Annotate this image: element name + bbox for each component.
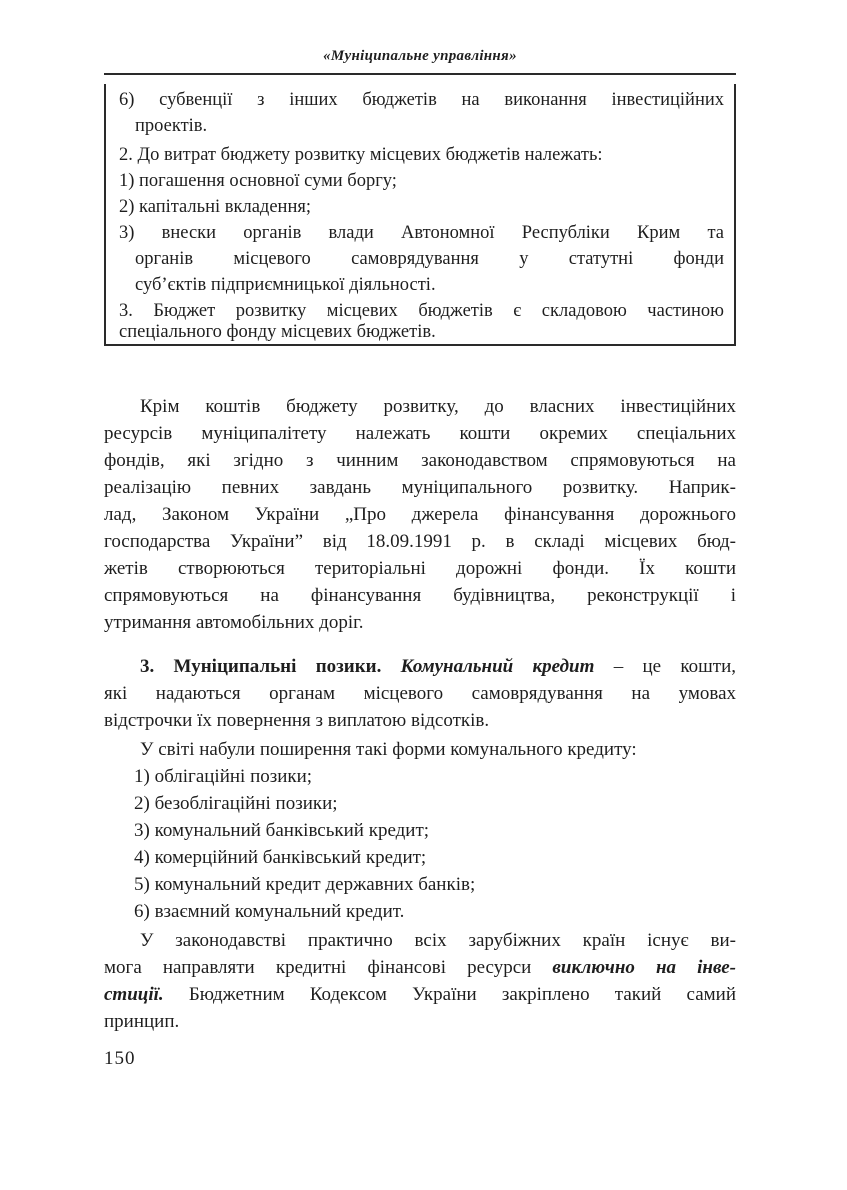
text-line: Крім коштів бюджету розвитку, до власних інвестиційних <box>140 396 736 417</box>
box-line: 1) погашення основної суми боргу; <box>119 171 397 191</box>
box-line: 3) внески органів влади Автономної Республіки Крим та <box>119 223 724 243</box>
text-line <box>104 957 736 979</box>
text-line: У законодавстві практично всіх зарубіжних країн існує ви- <box>140 930 736 951</box>
forms-intro: У світі набули поширення такі форми комунального кредиту: <box>140 739 637 760</box>
page-number: 150 <box>104 1048 136 1069</box>
text-line: лад, Законом України „Про джерела фінансування дорожнього <box>104 504 736 525</box>
budget-rules-box <box>104 84 736 346</box>
text-line: господарства України” від 18.09.1991 р. в складі місцевих бюд- <box>104 531 736 552</box>
list-item: 3) комунальний банківський кредит; <box>134 820 430 841</box>
list-item: 2) безоблігаційні позики; <box>134 793 338 814</box>
text-span: мога направляти кредитні фінансові ресурси <box>104 957 553 978</box>
list-item: 1) облігаційні позики; <box>134 766 313 787</box>
section-heading: 3. Муніципальні позики. <box>140 656 382 677</box>
box-line: 3. Бюджет розвитку місцевих бюджетів є складовою частиною <box>119 301 724 321</box>
box-line: суб’єктів підприємницької діяльності. <box>135 275 436 295</box>
running-header: «Муніципальне управління» <box>323 48 517 64</box>
section-heading-line <box>140 656 736 678</box>
header-divider <box>104 73 736 75</box>
text-line: фондів, які згідно з чинним законодавством спрямовуються на <box>104 450 736 471</box>
text-line: реалізацію певних завдань муніципального розвитку. Наприк- <box>104 477 736 498</box>
list-item: 4) комерційний банківський кредит; <box>134 847 427 868</box>
definition-start: – це кошти, <box>594 656 736 677</box>
emphasis-investments: виключно на інве- <box>552 957 736 978</box>
section-municipal-loans <box>104 656 736 1036</box>
box-line: 6) субвенції з інших бюджетів на виконання інвестиційних <box>119 90 724 110</box>
text-span: Бюджетним Кодексом України закріплено такий самий <box>163 984 736 1005</box>
text-line: які надаються органам місцевого самоврядування на умовах <box>104 683 736 704</box>
box-line: 2. До витрат бюджету розвитку місцевих бюджетів належать: <box>119 145 603 165</box>
box-line: органів місцевого самоврядування у статутні фонди <box>135 249 724 269</box>
list-item: 5) комунальний кредит державних банків; <box>134 874 476 895</box>
text-line: відстрочки їх повернення з виплатою відсотків. <box>104 710 490 731</box>
box-line: проектів. <box>135 116 208 136</box>
text-line <box>104 984 736 1006</box>
paragraph-investment-resources <box>104 396 736 636</box>
box-line: 2) капітальні вкладення; <box>119 197 312 217</box>
term-municipal-credit: Комунальний кредит <box>400 656 595 677</box>
text-line: принцип. <box>104 1011 180 1032</box>
text-line: утримання автомобільних доріг. <box>104 612 364 633</box>
emphasis-investments-end: стиції. <box>104 984 164 1005</box>
list-item: 6) взаємний комунальний кредит. <box>134 901 405 922</box>
text-line: спрямовуються на фінансування будівництва, реконструкції і <box>104 585 736 606</box>
text-line: жетів створюються територіальні дорожні фонди. Їх кошти <box>104 558 736 579</box>
text-line: ресурсів муніципалітету належать кошти окремих спеціальних <box>104 423 736 444</box>
box-line: спеціального фонду місцевих бюджетів. <box>119 322 436 342</box>
